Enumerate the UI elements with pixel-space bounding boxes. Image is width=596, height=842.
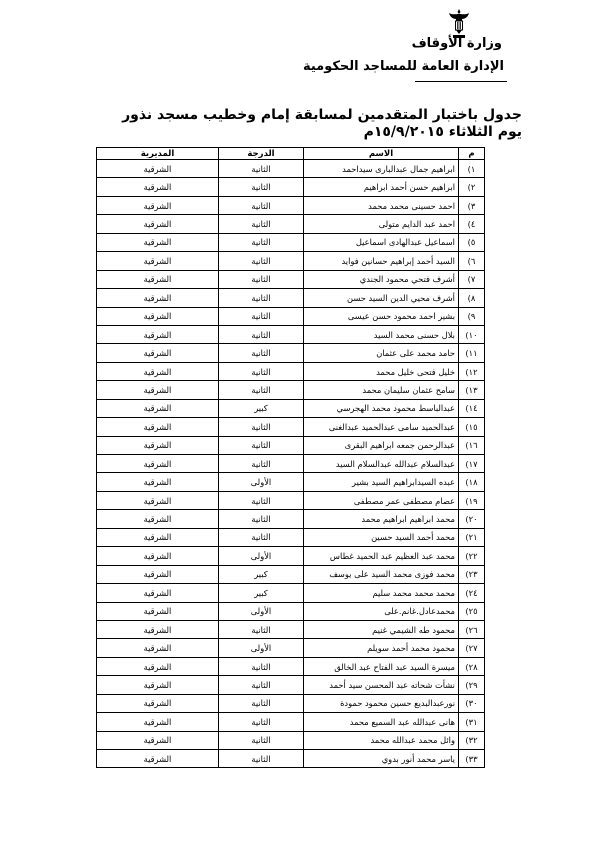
candidate-name-cell: ابراهيم حسن أحمد ابراهيم xyxy=(304,178,459,196)
table-row xyxy=(97,418,485,436)
directorate-cell: الشرقية xyxy=(97,399,219,417)
grade-cell: الثانية xyxy=(219,196,304,214)
table-row xyxy=(97,436,485,454)
column-header-directorate: المديرية xyxy=(97,148,219,160)
row-number-cell: ٢١) xyxy=(459,528,485,546)
candidate-name-cell: وائل محمد عبدالله محمد xyxy=(304,731,459,749)
directorate-cell: الشرقية xyxy=(97,289,219,307)
table-row xyxy=(97,491,485,509)
candidate-name-cell: محمد محمد محمد سليم xyxy=(304,584,459,602)
directorate-cell: الشرقية xyxy=(97,252,219,270)
grade-cell: الأولى xyxy=(219,639,304,657)
directorate-cell: الشرقية xyxy=(97,620,219,638)
document-title: جدول باختبار المتقدمين لمسابقة إمام وخطيب مسجد نذور xyxy=(122,107,522,123)
candidate-name-cell: خليل فتحى خليل محمد xyxy=(304,362,459,380)
row-number-cell: ٢٥) xyxy=(459,602,485,620)
directorate-cell: الشرقية xyxy=(97,178,219,196)
directorate-cell: الشرقية xyxy=(97,639,219,657)
table-row xyxy=(97,657,485,675)
grade-cell: الثانية xyxy=(219,713,304,731)
grade-cell: الثانية xyxy=(219,676,304,694)
row-number-cell: ٢٢) xyxy=(459,547,485,565)
directorate-cell: الشرقية xyxy=(97,547,219,565)
candidate-name-cell: عبدالرحمن جمعه ابراهيم البقرى xyxy=(304,436,459,454)
directorate-cell: الشرقية xyxy=(97,233,219,251)
grade-cell: الثانية xyxy=(219,252,304,270)
table-row xyxy=(97,565,485,583)
row-number-cell: ٢) xyxy=(459,178,485,196)
row-number-cell: ٣٢) xyxy=(459,731,485,749)
table-row xyxy=(97,307,485,325)
ministry-name: وزارة الأوقاف xyxy=(411,36,502,51)
row-number-cell: ٨) xyxy=(459,289,485,307)
row-number-cell: ١١) xyxy=(459,344,485,362)
table-row xyxy=(97,270,485,288)
directorate-cell: الشرقية xyxy=(97,584,219,602)
candidate-name-cell: اسماعيل عبدالهادى اسماعيل xyxy=(304,233,459,251)
candidate-name-cell: محمود طه الشيمي غنيم xyxy=(304,620,459,638)
candidate-name-cell: بشير احمد محمود حسن عيسى xyxy=(304,307,459,325)
table-row xyxy=(97,750,485,768)
row-number-cell: ١٢) xyxy=(459,362,485,380)
candidate-name-cell: عبدالباسط محمود محمد الهجرسي xyxy=(304,399,459,417)
row-number-cell: ١٧) xyxy=(459,455,485,473)
grade-cell: الثانية xyxy=(219,289,304,307)
directorate-cell: الشرقية xyxy=(97,510,219,528)
candidates-table xyxy=(96,147,485,768)
table-row xyxy=(97,473,485,491)
directorate-cell: الشرقية xyxy=(97,528,219,546)
table-row xyxy=(97,528,485,546)
candidate-name-cell: ابراهيم جمال عبدالبارى سيداحمد xyxy=(304,160,459,178)
candidate-name-cell: هانى عبدالله عبد السميع محمد xyxy=(304,713,459,731)
row-number-cell: ١٠) xyxy=(459,325,485,343)
table-row xyxy=(97,620,485,638)
candidate-name-cell: احمد عبد الدايم متولى xyxy=(304,215,459,233)
table-row xyxy=(97,694,485,712)
directorate-cell: الشرقية xyxy=(97,750,219,768)
directorate-cell: الشرقية xyxy=(97,713,219,731)
grade-cell: الثانية xyxy=(219,325,304,343)
table-row xyxy=(97,344,485,362)
candidate-name-cell: محمد عبد العظيم عبد الحميد غطاس xyxy=(304,547,459,565)
column-header-name: الاسم xyxy=(304,148,459,160)
directorate-cell: الشرقية xyxy=(97,381,219,399)
candidate-name-cell: سامح عثمان سليمان محمد xyxy=(304,381,459,399)
table-body xyxy=(97,160,485,768)
row-number-cell: ١٣) xyxy=(459,381,485,399)
row-number-cell: ٢٠) xyxy=(459,510,485,528)
directorate-cell: الشرقية xyxy=(97,694,219,712)
directorate-cell: الشرقية xyxy=(97,270,219,288)
grade-cell: الثانية xyxy=(219,436,304,454)
grade-cell: الثانية xyxy=(219,620,304,638)
grade-cell: الثانية xyxy=(219,160,304,178)
grade-cell: الثانية xyxy=(219,731,304,749)
directorate-cell: الشرقية xyxy=(97,436,219,454)
table-row xyxy=(97,399,485,417)
grade-cell: الأولى xyxy=(219,602,304,620)
row-number-cell: ٤) xyxy=(459,215,485,233)
directorate-cell: الشرقية xyxy=(97,602,219,620)
table-row xyxy=(97,252,485,270)
candidate-name-cell: عصام مصطفى عمر مصطفى xyxy=(304,491,459,509)
row-number-cell: ٣) xyxy=(459,196,485,214)
directorate-cell: الشرقية xyxy=(97,196,219,214)
grade-cell: كبير xyxy=(219,565,304,583)
candidate-name-cell: ميسرة السيد عبد الفتاح عبد الخالق xyxy=(304,657,459,675)
table-row xyxy=(97,215,485,233)
row-number-cell: ١٨) xyxy=(459,473,485,491)
table-row xyxy=(97,731,485,749)
directorate-cell: الشرقية xyxy=(97,455,219,473)
table-row xyxy=(97,510,485,528)
grade-cell: الثانية xyxy=(219,510,304,528)
table-row xyxy=(97,455,485,473)
directorate-cell: الشرقية xyxy=(97,325,219,343)
row-number-cell: ١٤) xyxy=(459,399,485,417)
candidate-name-cell: محمد أحمد السيد حسين xyxy=(304,528,459,546)
candidate-name-cell: محمد فوزى محمد السيد على يوسف xyxy=(304,565,459,583)
row-number-cell: ٥) xyxy=(459,233,485,251)
grade-cell: الثانية xyxy=(219,307,304,325)
row-number-cell: ٢٦) xyxy=(459,620,485,638)
grade-cell: الثانية xyxy=(219,694,304,712)
table-row xyxy=(97,289,485,307)
row-number-cell: ٦) xyxy=(459,252,485,270)
table-row xyxy=(97,602,485,620)
row-number-cell: ٣١) xyxy=(459,713,485,731)
directorate-cell: الشرقية xyxy=(97,344,219,362)
grade-cell: الثانية xyxy=(219,657,304,675)
row-number-cell: ٣٣) xyxy=(459,750,485,768)
table-row xyxy=(97,196,485,214)
candidate-name-cell: السيد أحمد إبراهيم حسانين فوايد xyxy=(304,252,459,270)
candidate-name-cell: محمود محمد أحمد سويلم xyxy=(304,639,459,657)
directorate-cell: الشرقية xyxy=(97,362,219,380)
table-row xyxy=(97,639,485,657)
table-row xyxy=(97,233,485,251)
candidate-name-cell: احمد حسينى محمد محمد xyxy=(304,196,459,214)
row-number-cell: ٢٣) xyxy=(459,565,485,583)
candidate-name-cell: بلال حسنى محمد السيد xyxy=(304,325,459,343)
directorate-cell: الشرقية xyxy=(97,215,219,233)
candidate-name-cell: أشرف محيي الدين السيد حسن xyxy=(304,289,459,307)
row-number-cell: ١٦) xyxy=(459,436,485,454)
row-number-cell: ٢٧) xyxy=(459,639,485,657)
candidate-name-cell: نورعبدالبديع حسين محمود حمودة xyxy=(304,694,459,712)
table-header-row xyxy=(97,148,485,160)
directorate-cell: الشرقية xyxy=(97,731,219,749)
grade-cell: كبير xyxy=(219,584,304,602)
candidate-name-cell: حامد محمد على عثمان xyxy=(304,344,459,362)
directorate-cell: الشرقية xyxy=(97,160,219,178)
grade-cell: الثانية xyxy=(219,270,304,288)
candidate-name-cell: محمدعادل.غانم.على xyxy=(304,602,459,620)
directorate-cell: الشرقية xyxy=(97,473,219,491)
header-divider xyxy=(415,81,507,82)
directorate-cell: الشرقية xyxy=(97,676,219,694)
column-header-number: م xyxy=(459,148,485,160)
directorate-cell: الشرقية xyxy=(97,491,219,509)
grade-cell: الثانية xyxy=(219,178,304,196)
row-number-cell: ١٩) xyxy=(459,491,485,509)
grade-cell: الثانية xyxy=(219,381,304,399)
grade-cell: الثانية xyxy=(219,344,304,362)
candidate-name-cell: عبده السيدابراهيم السيد بشير xyxy=(304,473,459,491)
table-row xyxy=(97,362,485,380)
candidate-name-cell: نشأت شحاته عبد المحسن سيد أحمد xyxy=(304,676,459,694)
directorate-cell: الشرقية xyxy=(97,307,219,325)
candidate-name-cell: أشرف فتحي محمود الجندي xyxy=(304,270,459,288)
grade-cell: الثانية xyxy=(219,455,304,473)
grade-cell: الثانية xyxy=(219,491,304,509)
row-number-cell: ٢٩) xyxy=(459,676,485,694)
row-number-cell: ٩) xyxy=(459,307,485,325)
grade-cell: الثانية xyxy=(219,528,304,546)
row-number-cell: ١٥) xyxy=(459,418,485,436)
table-row xyxy=(97,178,485,196)
candidate-name-cell: عبدالحميد سامى عبدالحميد عبدالغنى xyxy=(304,418,459,436)
row-number-cell: ١) xyxy=(459,160,485,178)
grade-cell: الأولى xyxy=(219,547,304,565)
department-name: الإدارة العامة للمساجد الحكومية xyxy=(302,59,504,74)
row-number-cell: ٧) xyxy=(459,270,485,288)
row-number-cell: ٢٤) xyxy=(459,584,485,602)
table-row xyxy=(97,676,485,694)
candidate-name-cell: محمد ابراهيم ابراهيم محمد xyxy=(304,510,459,528)
table-row xyxy=(97,160,485,178)
table-row xyxy=(97,584,485,602)
directorate-cell: الشرقية xyxy=(97,565,219,583)
directorate-cell: الشرقية xyxy=(97,657,219,675)
grade-cell: كبير xyxy=(219,399,304,417)
candidate-name-cell: ياسر محمد أنور بدوي xyxy=(304,750,459,768)
row-number-cell: ٣٠) xyxy=(459,694,485,712)
table-row xyxy=(97,381,485,399)
exam-date: يوم الثلاثاء ١٥/٩/٢٠١٥م xyxy=(363,124,522,140)
grade-cell: الثانية xyxy=(219,233,304,251)
grade-cell: الثانية xyxy=(219,215,304,233)
grade-cell: الثانية xyxy=(219,418,304,436)
table-row xyxy=(97,547,485,565)
table-row xyxy=(97,325,485,343)
grade-cell: الثانية xyxy=(219,362,304,380)
column-header-grade: الدرجة xyxy=(219,148,304,160)
grade-cell: الثانية xyxy=(219,750,304,768)
row-number-cell: ٢٨) xyxy=(459,657,485,675)
table-row xyxy=(97,713,485,731)
grade-cell: الأولى xyxy=(219,473,304,491)
candidate-name-cell: عبدالسلام عبدالله عبدالسلام السيد xyxy=(304,455,459,473)
directorate-cell: الشرقية xyxy=(97,418,219,436)
